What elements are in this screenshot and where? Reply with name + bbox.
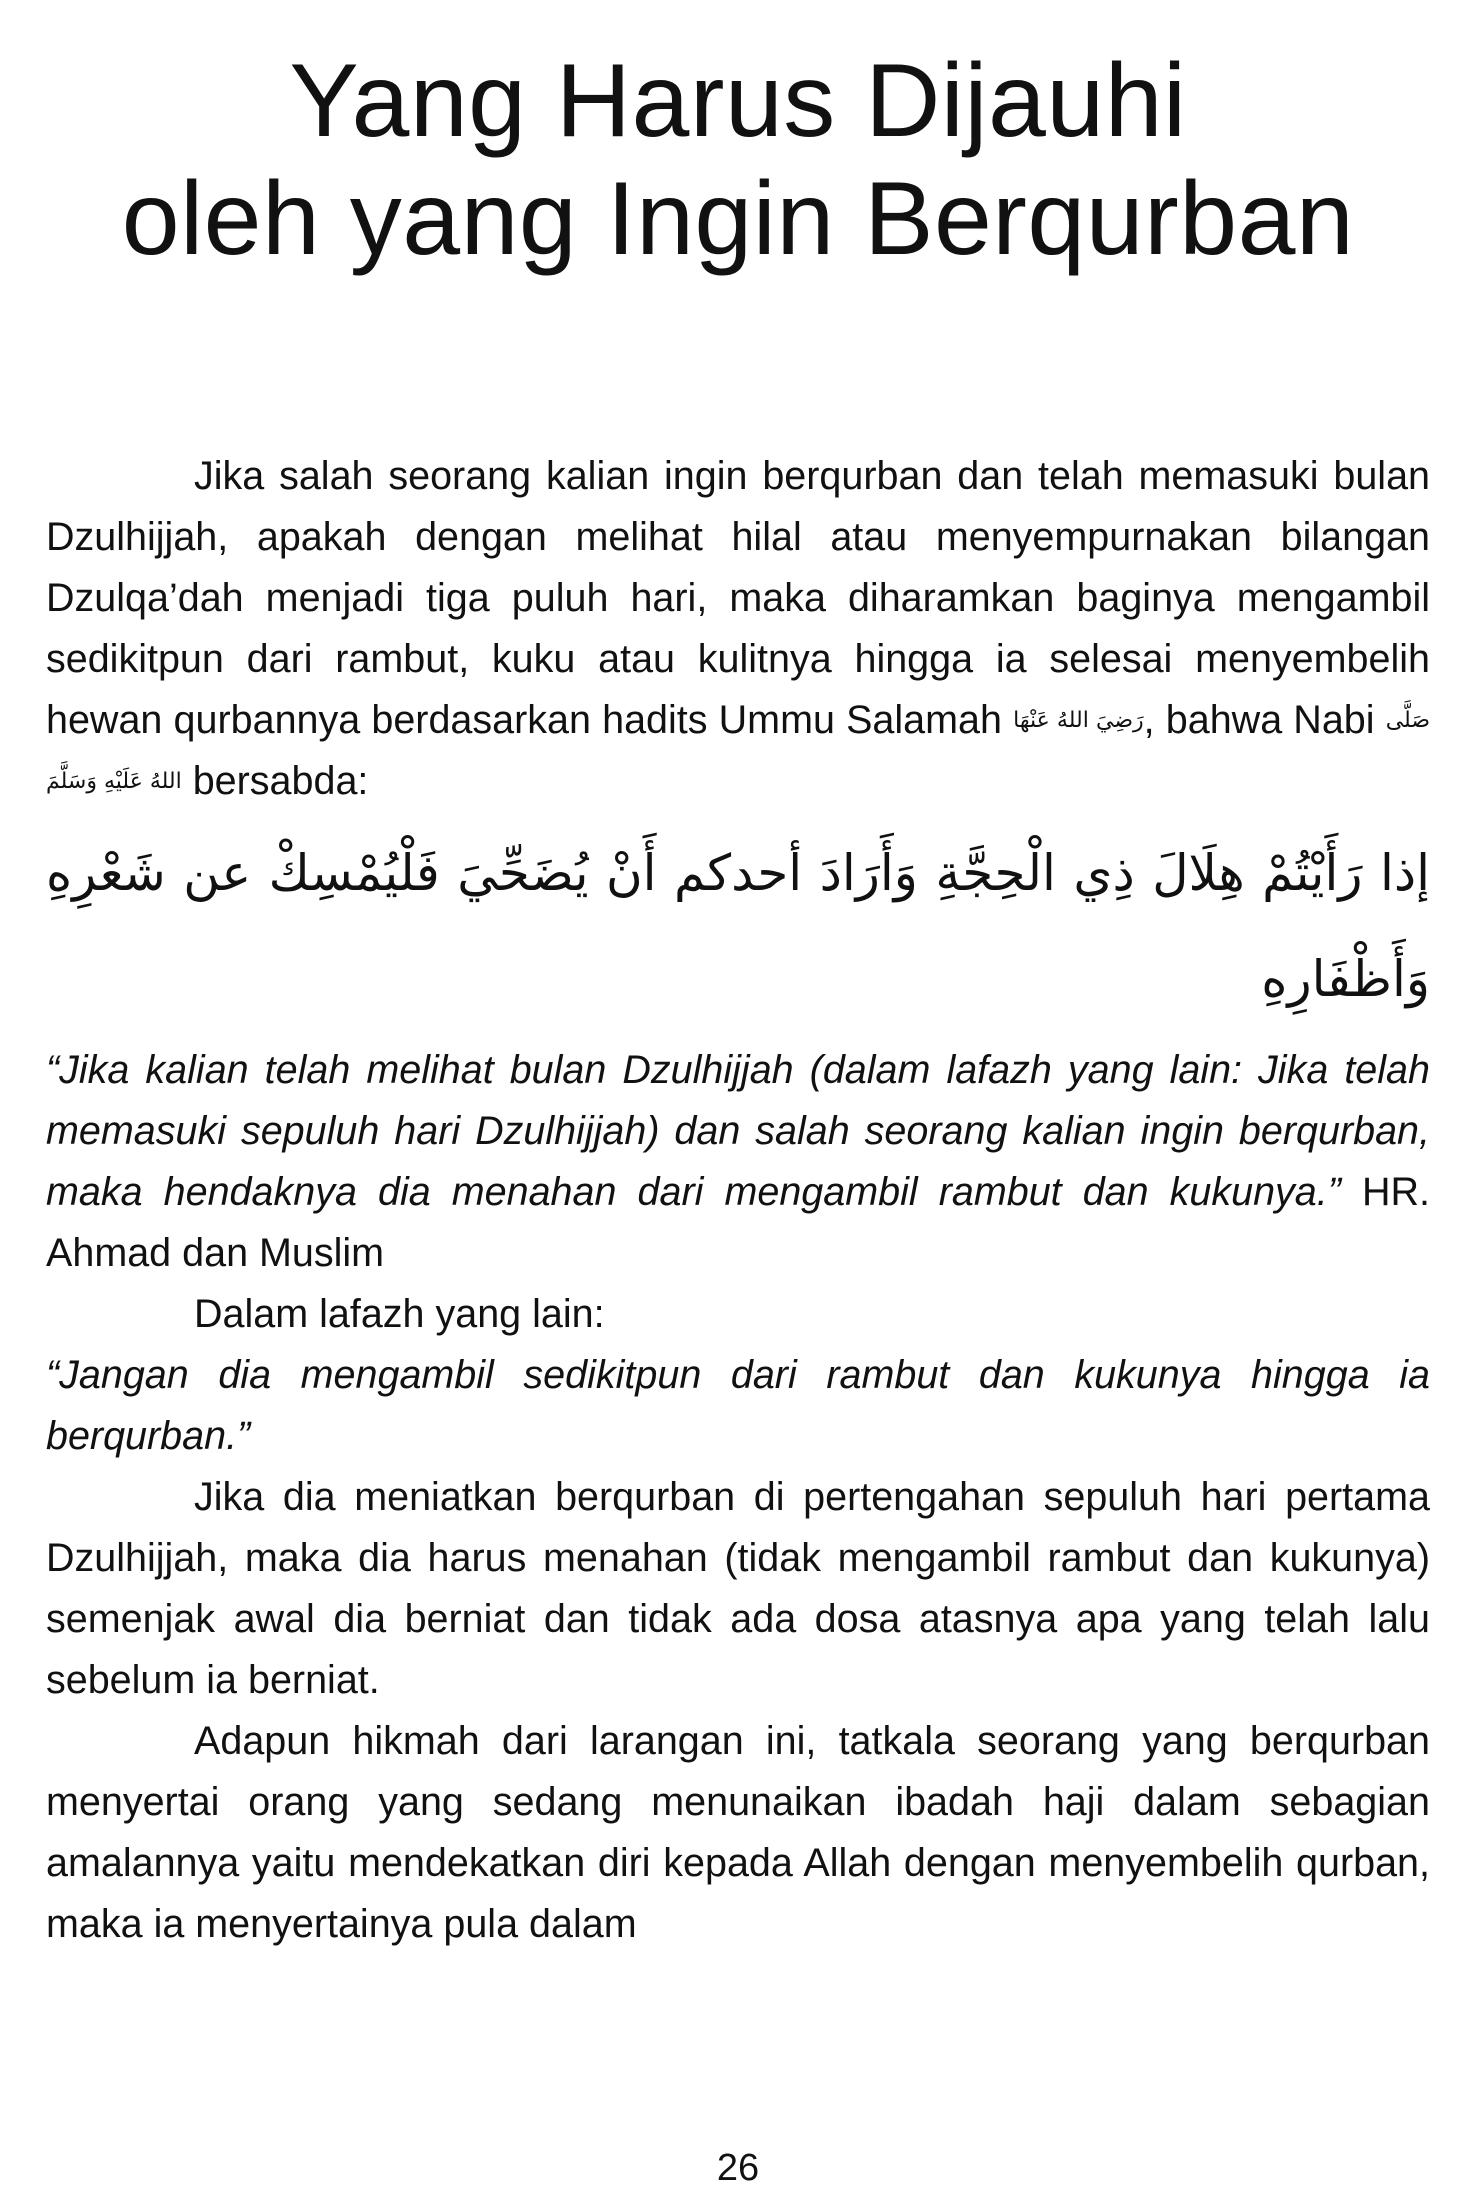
body-text [46, 446, 1430, 1955]
paragraph-wisdom: Adapun hikmah dari larangan ini, tatkala seorang yang berqurban menyertai orang yang sedang menunaikan ibadah haji dalam sebagian amalannya yaitu mendekatkan diri kepada Allah dengan menyembelih qurban, maka ia menyertainya pula dalam [46, 1719, 1430, 1946]
arabic-hadith-text: إذا رَأَيْتُمْ هِلَالَ ذِي الْحِجَّةِ وَأَرَادَ أحدكم أَنْ يُضَحِّيَ فَلْيُمْسِكْ عن شَعْرِهِ وَأَظْفَارِهِ [46, 844, 1430, 1008]
page-title-line-1: Yang Harus Dijauhi [289, 43, 1187, 159]
other-wording-quote: “Jangan dia mengambil sedikitpun dari rambut dan kukunya hingga ia berqurban.” [46, 1353, 1430, 1458]
hadith-translation-quote: “Jika kalian telah melihat bulan Dzulhijjah (dalam lafazh yang lain: Jika telah memasuki sepuluh hari Dzulhijjah) dan salah seorang kalian ingin berqurban, maka hendaknya dia menahan dari mengambil rambut dan kukunya.” [46, 1048, 1430, 1214]
honorific-radhiyallahu-anha: رَضِيَ اللهُ عَنْهَا [1013, 708, 1144, 733]
paragraph-other-wording: Dalam lafazh yang lain: [194, 1292, 605, 1336]
honorific-shallallahu-alaihi-wasallam: صَلَّى اللهُ عَلَيْهِ وَسَلَّمَ [46, 708, 1431, 794]
page-title-line-2: oleh yang Ingin Berqurban [121, 161, 1355, 277]
paragraph-intro [46, 446, 1430, 812]
intro-text-end: bersabda: [192, 759, 369, 803]
intro-text-continued: , bahwa Nabi [1143, 698, 1375, 742]
hadith-translation [46, 1040, 1430, 1284]
intro-text: Jika salah seorang kalian ingin berqurban dan telah memasuki bulan Dzulhijjah, apakah dengan melihat hilal atau menyempurnakan bilangan Dzulqa’dah menjadi tiga puluh hari, maka diharamkan baginya mengambil sedikitpun dari rambut, kuku atau kulitnya hingga ia selesai menyembelih hewan qurbannya berdasarkan hadits Ummu Salamah [46, 454, 1430, 742]
document-page [46, 0, 1431, 2189]
paragraph-intention: Jika dia meniatkan berqurban di pertengahan sepuluh hari pertama Dzulhijjah, maka dia harus menahan (tidak mengambil rambut dan kukunya) semenjak awal dia berniat dan tidak ada dosa atasnya apa yang telah lalu sebelum ia berniat. [46, 1475, 1430, 1702]
hadith-source: HR. Ahmad dan Muslim [46, 1170, 1430, 1275]
page-number: 26 [716, 2147, 760, 2189]
